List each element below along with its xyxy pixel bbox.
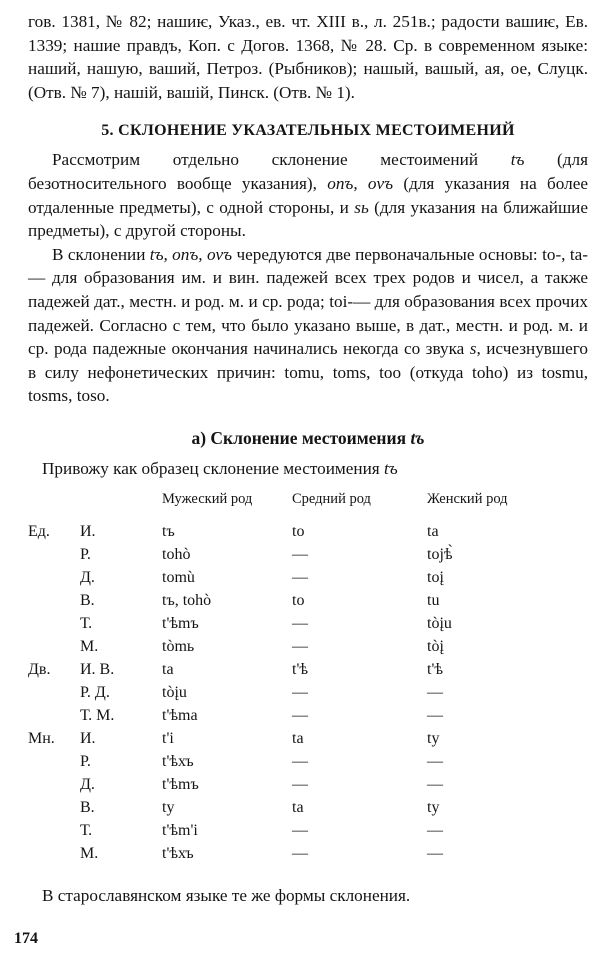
table-row [28, 544, 537, 567]
table-row [28, 705, 537, 728]
subsection-title: а) Склонение местоимения tъ [191, 427, 425, 448]
page-number: 174 [14, 930, 38, 947]
neuter-cell: — [292, 707, 308, 724]
feminine-cell: tòįu [427, 615, 452, 632]
case-cell: И. [80, 523, 96, 540]
masculine-cell: tomù [162, 569, 195, 586]
number-cell: Дв. [28, 661, 51, 678]
neuter-cell: to [292, 523, 305, 540]
paragraph-pronouns-overview: Рассмотрим отдельно склонение местоимений tъ (для безотносительного вообще указания), onъ, ovъ (для указания на более отдаленные предметы), с одной стороны, и sь (для указания на ближайшие предметы), с другой стороны. [28, 150, 589, 241]
case-cell: Р. [80, 546, 91, 563]
number-cell [28, 774, 80, 797]
table-intro: Привожу как образец склонение местоимения tъ [42, 458, 398, 478]
feminine-cell: — [427, 707, 443, 724]
paragraph-stems: В склонении tъ, onъ, ovъ чередуются две первоначальные основы: to-, ta-— для образования им. и вин. падежей всех трех родов и чисел, а также падежей дат., местн. и род. м. и ср. рода; toi-— для образования всех прочих падежей. Согласно с тем, что было указано выше, в дат., местн. и род. м. и ср. рода падежные окончания начинались некогда со звука s, исчезнувшего в силу нефонетических причин: tomu, toms, too (откуда toho) из tosmu, tosms, toso. [28, 244, 588, 406]
header-feminine: Женский род [427, 491, 508, 507]
number-cell [28, 843, 80, 866]
table-row [28, 751, 537, 774]
neuter-cell: t'ѣ [292, 661, 309, 678]
number-cell [28, 682, 80, 705]
header-neuter: Средний род [292, 491, 371, 507]
case-cell: И. В. [80, 661, 115, 678]
paragraph-continued: гов. 1381, № 82; нашиѥ, Указ., ев. чт. XIII в., л. 251в.; радости вашиѥ, Ев. 1339; нашие правдъ, Коп. с Догов. 1368, № 28. Ср. в современном языке: наший, нашую, ваший, Петроз. (Рыбников); нашый, вашый, ая, ое, Слуцк. (Отв. № 7), нашій, вашій, Пинск. (Отв. № 1). [28, 12, 588, 102]
feminine-cell: tòį [427, 638, 444, 655]
case-cell: Т. [80, 822, 93, 839]
number-cell [28, 613, 80, 636]
section-title: 5. СКЛОНЕНИЕ УКАЗАТЕЛЬНЫХ МЕСТОИМЕНИЙ [101, 122, 515, 140]
neuter-cell: — [292, 776, 308, 793]
table-row [28, 843, 537, 866]
table-row [28, 797, 537, 820]
feminine-cell: — [427, 753, 443, 770]
neuter-cell: — [292, 684, 308, 701]
table-row [28, 728, 537, 751]
case-cell: И. [80, 730, 96, 747]
number-cell [28, 751, 80, 774]
table-row [28, 521, 537, 544]
masculine-cell: t'i [162, 730, 174, 747]
neuter-cell: ta [292, 799, 304, 816]
number-cell: Мн. [28, 730, 55, 747]
case-cell: Т. [80, 615, 93, 632]
case-cell: Д. [80, 776, 95, 793]
masculine-cell: ta [162, 661, 174, 678]
masculine-cell: t'ѣхъ [162, 845, 194, 862]
case-cell: М. [80, 638, 99, 655]
neuter-cell: — [292, 546, 308, 563]
feminine-cell: t'ѣ [427, 661, 444, 678]
masculine-cell: tohò [162, 546, 191, 563]
feminine-cell: — [427, 845, 443, 862]
declension-table [28, 489, 537, 866]
masculine-cell: t'ѣхъ [162, 753, 194, 770]
case-cell: М. [80, 845, 99, 862]
feminine-cell: toį [427, 569, 444, 586]
table-row [28, 659, 537, 682]
page-content [28, 0, 588, 907]
number-cell [28, 544, 80, 567]
case-cell: Д. [80, 569, 95, 586]
table-row [28, 636, 537, 659]
masculine-cell: t'ѣma [162, 707, 198, 724]
feminine-cell: ty [427, 730, 440, 747]
number-cell [28, 567, 80, 590]
number-cell [28, 636, 80, 659]
feminine-cell: tojѣ̀ [427, 546, 453, 563]
case-cell: Р. Д. [80, 684, 110, 701]
case-cell: В. [80, 592, 95, 609]
closing-sentence: В старославянском языке те же формы склонения. [42, 885, 411, 905]
neuter-cell: — [292, 845, 308, 862]
masculine-cell: t'ѣmъ [162, 776, 199, 793]
neuter-cell: — [292, 615, 308, 632]
table-header-row [28, 489, 537, 521]
number-cell [28, 705, 80, 728]
case-cell: В. [80, 799, 95, 816]
neuter-cell: — [292, 753, 308, 770]
masculine-cell: t'ѣmъ [162, 615, 199, 632]
neuter-cell: ta [292, 730, 304, 747]
number-cell: Ед. [28, 523, 50, 540]
case-cell: Р. [80, 753, 91, 770]
feminine-cell: ty [427, 799, 440, 816]
masculine-cell: t'ѣm'i [162, 822, 198, 839]
number-cell [28, 820, 80, 843]
table-row [28, 820, 537, 843]
neuter-cell: — [292, 822, 308, 839]
table-row [28, 567, 537, 590]
masculine-cell: ty [162, 799, 175, 816]
feminine-cell: — [427, 822, 443, 839]
masculine-cell: tъ [162, 523, 175, 540]
table-row [28, 613, 537, 636]
table-row [28, 590, 537, 613]
table-row [28, 774, 537, 797]
case-cell: Т. М. [80, 707, 115, 724]
feminine-cell: tu [427, 592, 440, 609]
neuter-cell: to [292, 592, 305, 609]
feminine-cell: ta [427, 523, 439, 540]
neuter-cell: — [292, 569, 308, 586]
masculine-cell: tòįu [162, 684, 187, 701]
masculine-cell: tъ, tohò [162, 592, 212, 609]
number-cell [28, 590, 80, 613]
feminine-cell: — [427, 684, 443, 701]
table-row [28, 682, 537, 705]
neuter-cell: — [292, 638, 308, 655]
feminine-cell: — [427, 776, 443, 793]
masculine-cell: tòmь [162, 638, 195, 655]
header-masculine: Мужеский род [162, 491, 253, 507]
number-cell [28, 797, 80, 820]
